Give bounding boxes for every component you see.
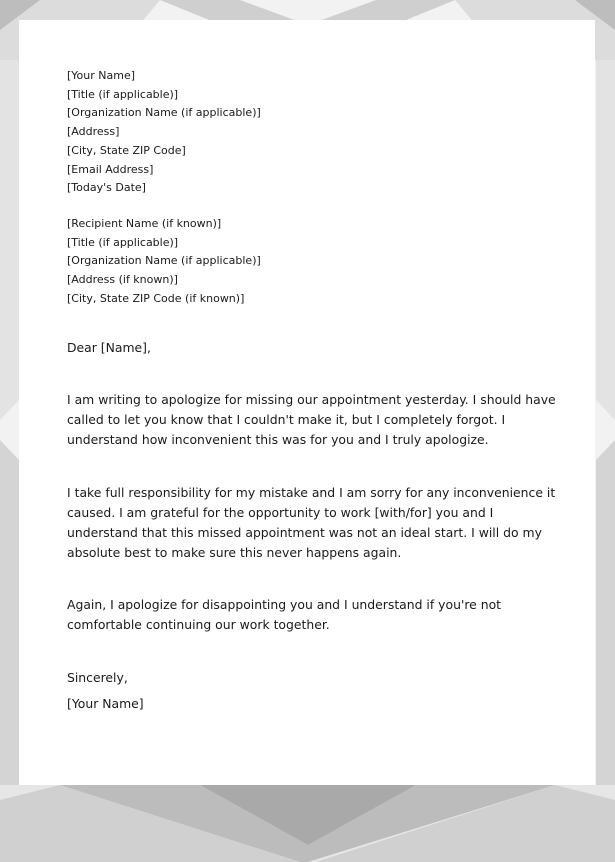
body-paragraph-1: I am writing to apologize for missing our appointment yesterday. I should have called to let you know that I couldn't make it, but I completely forgot. I understand how inconvenient this was for you and I truly apologize. — [67, 392, 556, 447]
sender-title: [Title (if applicable)] — [67, 87, 179, 101]
recipient-city-state-zip: [City, State ZIP Code (if known)] — [67, 291, 245, 305]
sender-date: [Today's Date] — [67, 181, 146, 195]
salutation: Dear [Name], — [67, 340, 151, 355]
sender-name: [Your Name] — [67, 69, 136, 82]
body-paragraph-2: I take full responsibility for my mistake and I am sorry for any inconvenience it caused. I am grateful for the opportunity to work [with/for] you and I understand that this missed appointment was not an ideal start. I will do my absolute best to make sure this never happens again. — [67, 485, 556, 560]
closing: Sincerely, — [67, 670, 128, 685]
sender-address: [Address] — [67, 125, 120, 139]
sender-address-block — [67, 67, 261, 198]
signature-name: [Your Name] — [67, 696, 144, 711]
sender-email: [Email Address] — [67, 162, 154, 176]
body-paragraph-3: Again, I apologize for disappointing you and I understand if you're not comfortable continuing our work together. — [67, 597, 502, 632]
recipient-address: [Address (if known)] — [67, 273, 178, 287]
sender-organization: [Organization Name (if applicable)] — [67, 106, 261, 120]
recipient-address-block — [67, 215, 261, 309]
sender-city-state-zip: [City, State ZIP Code] — [67, 143, 186, 157]
recipient-title: [Title (if applicable)] — [67, 235, 179, 249]
recipient-name: [Recipient Name (if known)] — [67, 217, 222, 230]
letter-paper — [19, 20, 595, 785]
recipient-organization: [Organization Name (if applicable)] — [67, 254, 261, 268]
